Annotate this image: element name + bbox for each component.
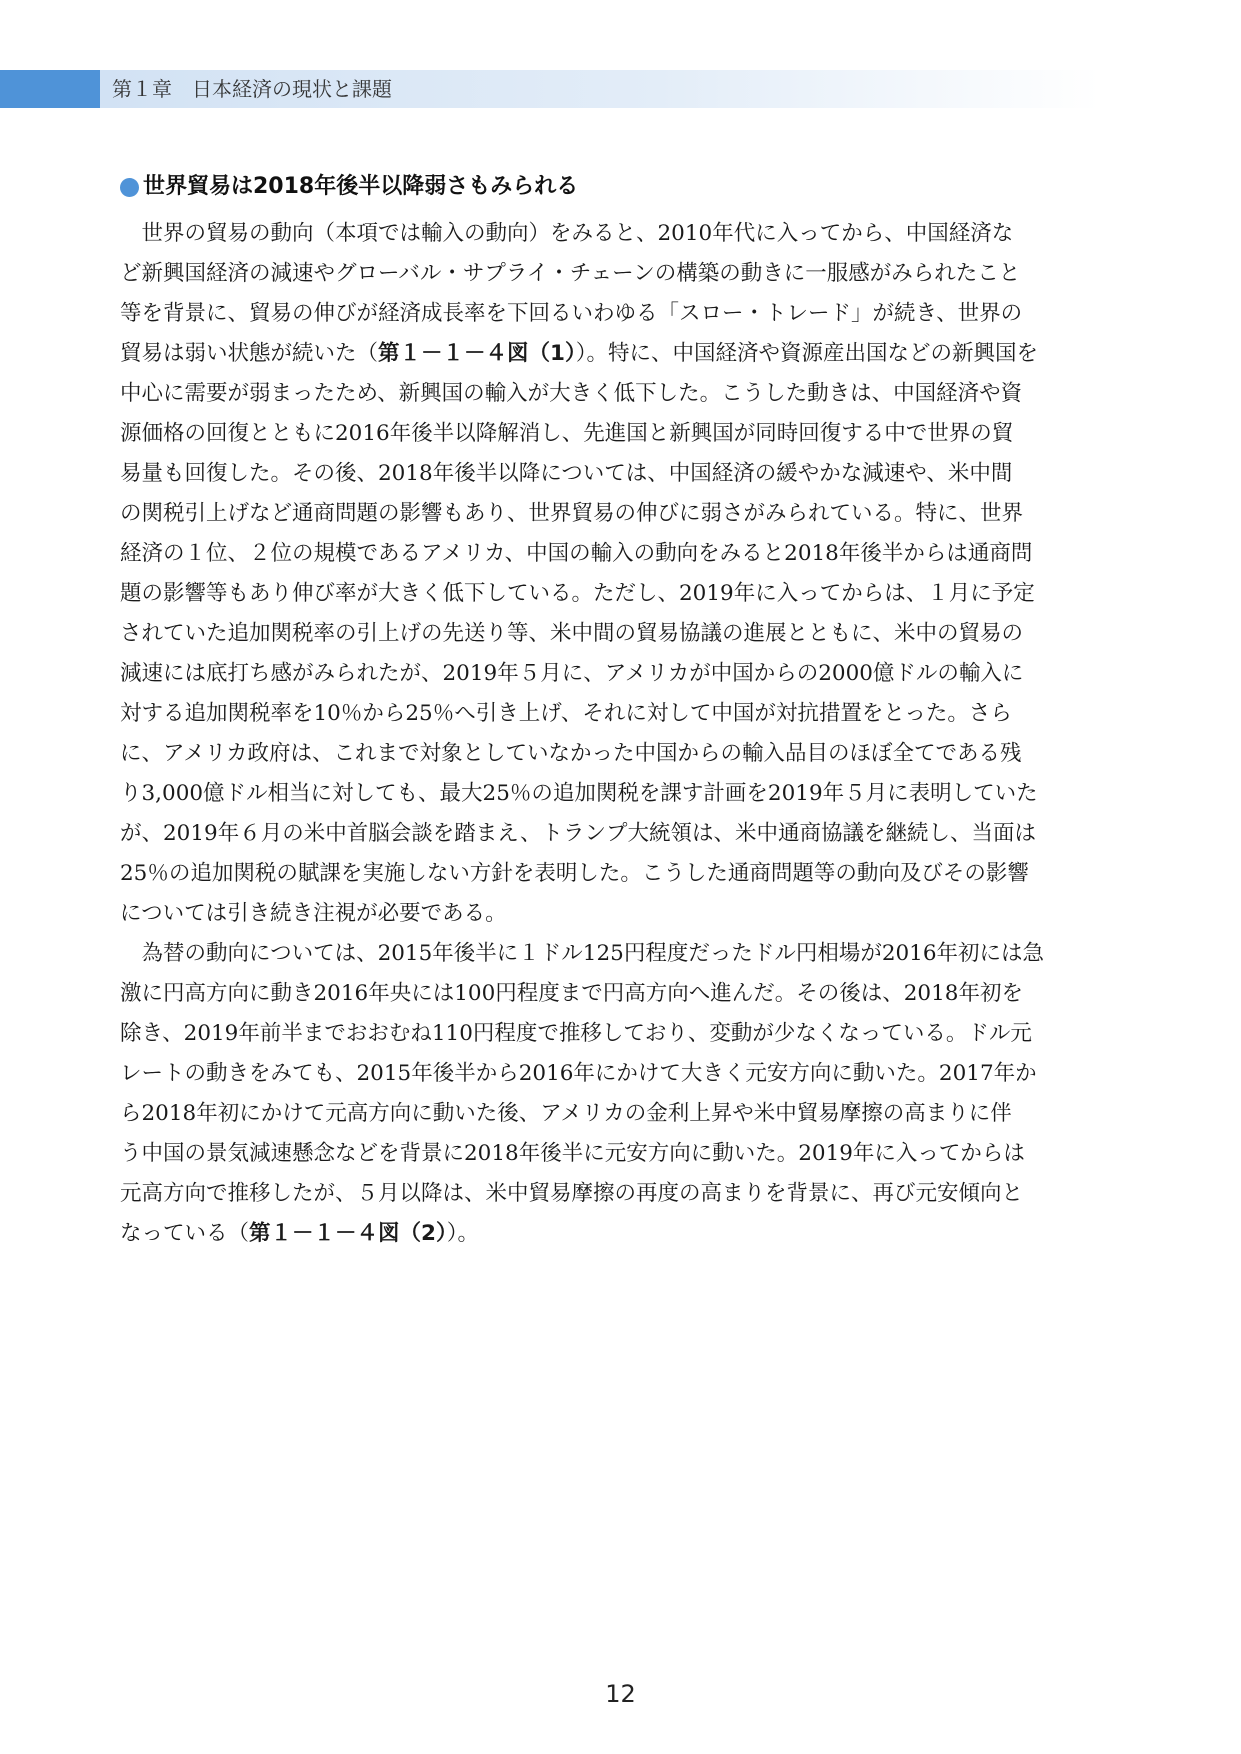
line-text: ）。: [446, 1221, 479, 1246]
paragraph-line: の関税引上げなど通商問題の影響もあり、世界貿易の伸びに弱さがみられている。特に、世界: [120, 501, 1024, 526]
chapter-header-accent: [0, 70, 100, 108]
paragraph-line: 経済の１位、２位の規模であるアメリカ、中国の輸入の動向をみると2018年後半からは通商問: [120, 541, 1033, 566]
paragraph-line: 25％の追加関税の賦課を実施しない方針を表明した。こうした通商問題等の動向及びその影響: [120, 861, 1029, 886]
body-text: [120, 214, 1120, 1254]
paragraph-line: 世界の貿易の動向（本項では輸入の動向）をみると、2010年代に入ってから、中国経済な: [120, 221, 1014, 246]
figure-reference: 第１－１－４図（2）: [249, 1221, 447, 1246]
paragraph-line: 等を背景に、貿易の伸びが経済成長率を下回るいわゆる「スロー・トレード」が続き、世界の: [120, 301, 1023, 326]
paragraph-line: が、2019年６月の米中首脳会談を踏まえ、トランプ大統領は、米中通商協議を継続し、当面は: [120, 821, 1037, 846]
paragraph-line: 源価格の回復とともに2016年後半以降解消し、先進国と新興国が同時回復する中で世界の貿: [120, 421, 1014, 446]
paragraph-line: う中国の景気減速懸念などを背景に2018年後半に元安方向に動いた。2019年に入ってからは: [120, 1141, 1025, 1166]
paragraph-line: 易量も回復した。その後、2018年後半以降については、中国経済の緩やかな減速や、米中間: [120, 461, 1013, 486]
section-heading-text: 世界貿易は2018年後半以降弱さもみられる: [143, 174, 579, 199]
paragraph-line: ら2018年初にかけて元高方向に動いた後、アメリカの金利上昇や米中貿易摩擦の高まりに伴: [120, 1101, 1012, 1126]
paragraph-line: [120, 334, 1120, 374]
paragraph-line: 対する追加関税率を10％から25％へ引き上げ、それに対して中国が対抗措置をとった。さら: [120, 701, 1012, 726]
paragraph-line: 減速には底打ち感がみられたが、2019年５月に、アメリカが中国からの2000億ドルの輸入に: [120, 661, 1024, 686]
paragraph-line: については引き続き注視が必要である。: [120, 901, 507, 926]
paragraph-line: ど新興国経済の減速やグローバル・サプライ・チェーンの構築の動きに一服感がみられたこと: [120, 261, 1021, 286]
line-text: ）。特に、中国経済や資源産出国などの新興国を: [575, 341, 1038, 366]
page-number: 12: [605, 1680, 636, 1708]
paragraph-line: 激に円高方向に動き2016年央には100円程度まで円高方向へ進んだ。その後は、2018年初を: [120, 981, 1023, 1006]
paragraph-line: 題の影響等もあり伸び率が大きく低下している。ただし、2019年に入ってからは、１月に予定: [120, 581, 1035, 606]
paragraph-line: [120, 1214, 1120, 1254]
paragraph-line: り3,000億ドル相当に対しても、最大25％の追加関税を課す計画を2019年５月に表明していた: [120, 781, 1038, 806]
paragraph-line: されていた追加関税率の引上げの先送り等、米中間の貿易協議の進展とともに、米中の貿易の: [120, 621, 1024, 646]
section-heading: [120, 170, 578, 204]
chapter-title: 第１章 日本経済の現状と課題: [112, 77, 392, 101]
line-text: 貿易は弱い状態が続いた（: [120, 341, 379, 366]
paragraph-line: 除き、2019年前半までおおむね110円程度で推移しており、変動が少なくなっている。ドル元: [120, 1021, 1032, 1046]
bullet-icon: [120, 178, 139, 197]
paragraph-line: 元高方向で推移したが、５月以降は、米中貿易摩擦の再度の高まりを背景に、再び元安傾向と: [120, 1181, 1024, 1206]
paragraph-line: に、アメリカ政府は、これまで対象としていなかった中国からの輸入品目のほぼ全てである残: [120, 741, 1022, 766]
figure-reference: 第１－１－４図（1）: [378, 341, 576, 366]
paragraph-line: 中心に需要が弱まったため、新興国の輸入が大きく低下した。こうした動きは、中国経済や資: [120, 381, 1023, 406]
paragraph-line: 為替の動向については、2015年後半に１ドル125円程度だったドル円相場が2016年初には急: [120, 941, 1045, 966]
line-text: なっている（: [120, 1221, 250, 1246]
paragraph-line: レートの動きをみても、2015年後半から2016年にかけて大きく元安方向に動いた。2017年か: [120, 1061, 1037, 1086]
